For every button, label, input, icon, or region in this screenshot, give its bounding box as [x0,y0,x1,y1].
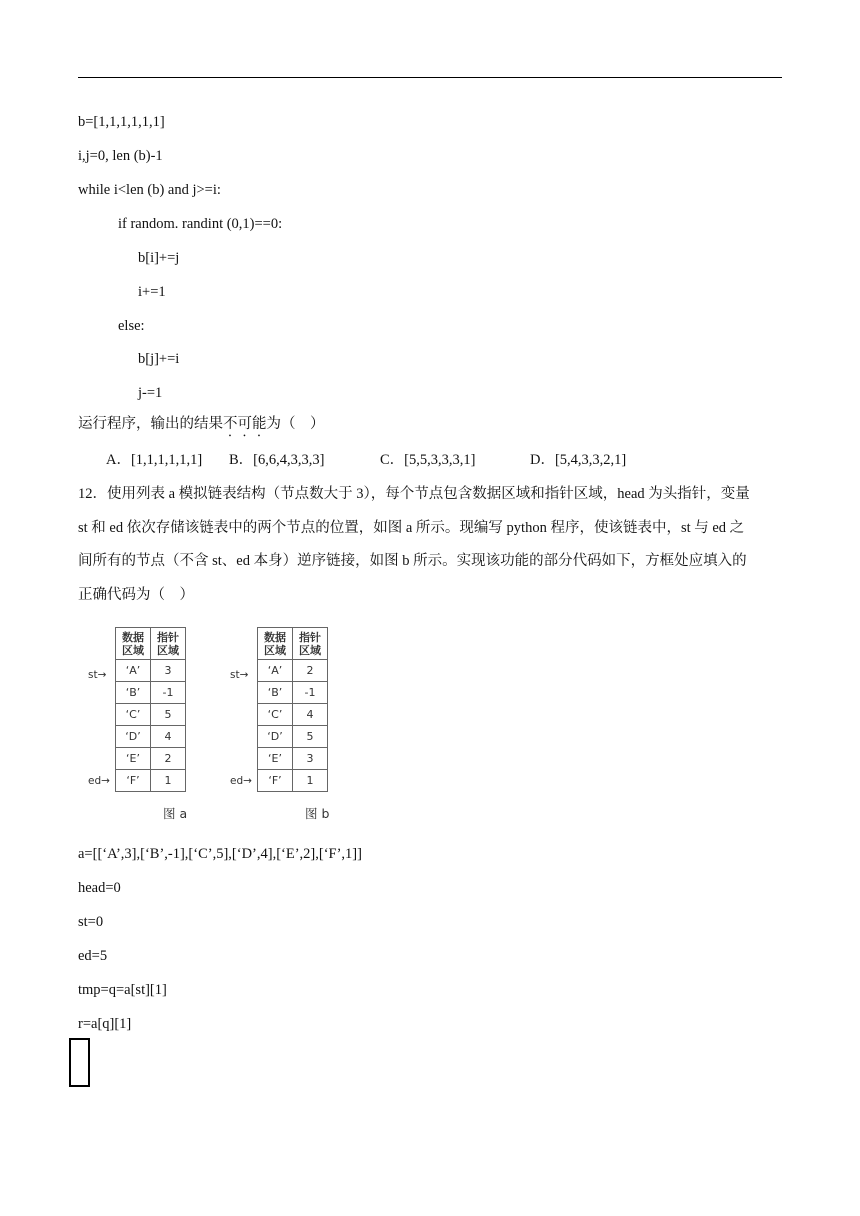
q12-line: 12．使用列表 a 模拟链表结构（节点数大于 3），每个节点包含数据区域和指针区域，head 为头指针，变量 [78,486,750,502]
code-line: while i<len (b) and j>=i: [78,182,221,198]
code-line: else: [118,318,145,334]
q12-line: st 和 ed 依次存储该链表中的两个节点的位置，如图 a 所示。现编写 python 程序，使该链表中，st 与 ed 之 [78,520,745,536]
q11-stem-emphasis: 不可能 [223,416,267,432]
table-cell: 5 [151,704,186,726]
figure-b-caption: 图 b [305,806,330,821]
table-cell: 2 [293,660,328,682]
code-line: st=0 [78,914,104,930]
figure-a-table [115,627,186,792]
q11-option-c: C．[5,5,3,3,3,1] [380,452,476,468]
code-line: head=0 [78,880,121,896]
table-cell: -1 [151,682,186,704]
code-line: b[i]+=j [138,250,180,266]
table-cell: ‘C’ [258,704,293,726]
table-cell: 5 [293,726,328,748]
figure-b-table [257,627,328,792]
figure-a-caption: 图 a [163,806,188,821]
table-cell: ‘A’ [116,660,151,682]
q11-option-b: B．[6,6,4,3,3,3] [229,452,325,468]
table-cell: ‘F’ [116,770,151,792]
code-line: tmp=q=a[st][1] [78,982,167,998]
figure-a-ed-pointer: ed→ [88,775,110,787]
figure-b-ed-pointer: ed→ [230,775,252,787]
q12-line: 间所有的节点（不含 st、ed 本身）逆序链接，如图 b 所示。实现该功能的部分代码如下，方框处应填入的 [78,553,747,569]
code-line: b=[1,1,1,1,1,1] [78,114,165,130]
table-cell: ‘D’ [116,726,151,748]
table-cell: ‘E’ [116,748,151,770]
table-cell: 1 [151,770,186,792]
code-line: ed=5 [78,948,108,964]
table-cell: ‘B’ [116,682,151,704]
table-cell: ‘E’ [258,748,293,770]
q11-stem-pre: 运行程序，输出的结果 [78,416,223,432]
table-cell: ‘C’ [116,704,151,726]
table-cell: -1 [293,682,328,704]
code-line: i,j=0, len (b)-1 [78,148,163,164]
answer-blank-box [69,1038,90,1087]
table-cell: 4 [293,704,328,726]
figure-a-header-pointer: 指针 区域 [151,628,186,660]
q12-line: 正确代码为（ ） [78,587,194,603]
figure-b-st-pointer: st→ [230,669,249,681]
code-line: b[j]+=i [138,351,180,367]
header-rule [78,77,782,78]
q11-stem [78,415,325,440]
table-cell: 3 [151,660,186,682]
code-line: r=a[q][1] [78,1016,132,1032]
table-cell: 4 [151,726,186,748]
code-line: if random. randint (0,1)==0: [118,216,283,232]
figure-b-header-data: 数据 区域 [258,628,293,660]
figure-a-header-data: 数据 区域 [116,628,151,660]
code-line: j-=1 [138,385,163,401]
table-cell: 1 [293,770,328,792]
table-cell: ‘B’ [258,682,293,704]
table-cell: ‘D’ [258,726,293,748]
figure-b-header-pointer: 指针 区域 [293,628,328,660]
q11-stem-post: 为（ ） [266,416,325,432]
code-line: a=[[‘A’,3],[‘B’,-1],[‘C’,5],[‘D’,4],[‘E’,2],[‘F’,1]] [78,846,362,862]
figure-a-st-pointer: st→ [88,669,107,681]
q11-option-a: A．[1,1,1,1,1,1] [106,452,203,468]
q11-option-d: D．[5,4,3,3,2,1] [530,452,627,468]
table-cell: ‘A’ [258,660,293,682]
table-cell: 2 [151,748,186,770]
table-cell: ‘F’ [258,770,293,792]
table-cell: 3 [293,748,328,770]
code-line: i+=1 [138,284,166,300]
